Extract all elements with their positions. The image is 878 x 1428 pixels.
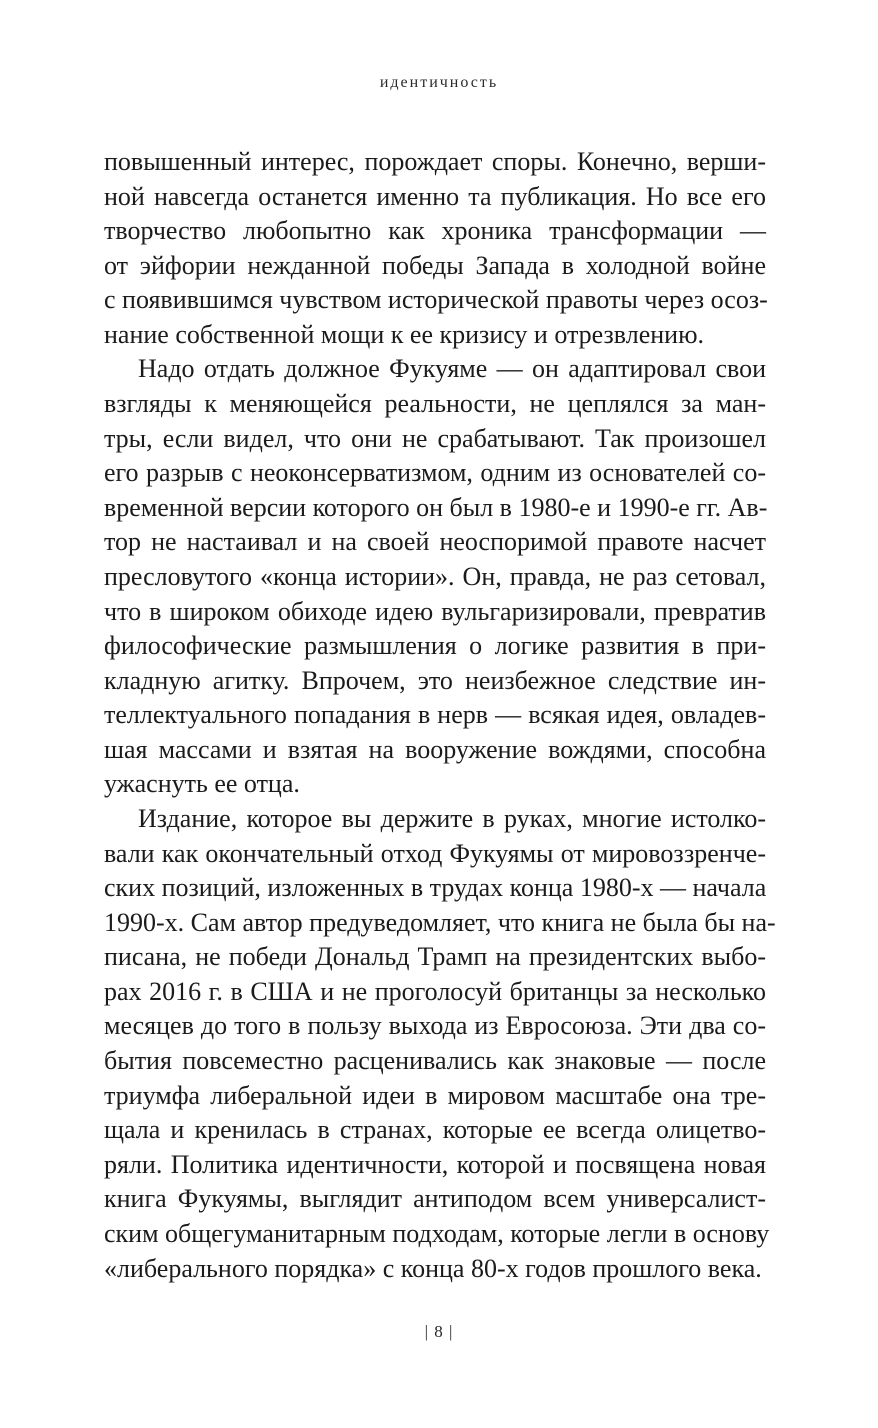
- text-line: бытия повсеместно расценивались как знаковые — после: [104, 1046, 766, 1076]
- text-line: шая массами и взятая на вооружение вождями, способна: [104, 734, 766, 764]
- text-line: от эйфории нежданной победы Запада в холодной войне: [104, 250, 766, 280]
- text-line: месяцев до того в пользу выхода из Евросоюза. Эти два со-: [104, 1011, 766, 1041]
- text-line: тор не настаивал и на своей неоспоримой правоте насчет: [104, 527, 766, 557]
- text-line: книга Фукуямы, выглядит антиподом всем универсалист-: [104, 1184, 766, 1214]
- text-line: временной версии которого он был в 1980-е и 1990-е гг. Ав-: [104, 492, 768, 522]
- text-line: повышенный интерес, порождает споры. Конечно, верши-: [104, 147, 766, 176]
- text-line: пресловутого «конца истории». Он, правда, не раз сетовал,: [104, 561, 766, 591]
- body-text: [104, 145, 776, 1286]
- text-line: с появившимся чувством исторической правоты через осоз-: [104, 285, 768, 315]
- text-line: ских позиций, изложенных в трудах конца 1980-х — начала: [104, 873, 767, 903]
- text-line: нание собственной мощи к ее кризису и отрезвлению.: [104, 319, 705, 349]
- text-line: философические размышления о логике развития в при-: [104, 631, 766, 661]
- text-line: ским общегуманитарным подходам, которые легли в основу: [104, 1218, 770, 1248]
- text-line: писана, не победи Дональд Трамп на президентских выбо-: [104, 942, 766, 972]
- text-line: ной навсегда останется именно та публикация. Но все его: [104, 181, 766, 211]
- text-line: Издание, которое вы держите в руках, многие истолко-: [138, 803, 766, 833]
- text-line: его разрыв с неоконсерватизмом, одним из основателей со-: [104, 458, 766, 488]
- text-line: триумфа либеральной идеи в мировом масштабе она тре-: [104, 1080, 766, 1110]
- text-line: теллектуального попадания в нерв — всякая идея, овладев-: [104, 700, 766, 730]
- text-line: ряли. Политика идентичности, которой и посвящена новая: [104, 1149, 766, 1179]
- text-line: 1990-х. Сам автор предуведомляет, что книга не была бы на-: [104, 907, 776, 937]
- text-line: творчество любопытно как хроника трансформации —: [104, 216, 766, 246]
- text-line: что в широком обиходе идею вульгаризировали, превратив: [104, 596, 766, 626]
- text-line: Надо отдать должное Фукуяме — он адаптировал свои: [138, 354, 766, 384]
- running-head: идентичность: [379, 74, 499, 91]
- text-line: ужаснуть ее отца.: [104, 769, 300, 799]
- paragraph-3: [104, 802, 776, 1286]
- text-line: тры, если видел, что они не срабатывают. Так произошел: [104, 423, 766, 453]
- text-line: взгляды к меняющейся реальности, не цеплялся за ман-: [104, 389, 766, 419]
- text-line: рах 2016 г. в США и не проголосуй британцы за несколько: [104, 976, 766, 1006]
- text-line: «либерального порядка» с конца 80-х годов прошлого века.: [104, 1253, 762, 1283]
- text-line: щала и кренилась в странах, которые ее всегда олицетво-: [104, 1115, 766, 1145]
- page-number: | 8 |: [424, 1322, 454, 1341]
- text-line: вали как окончательный отход Фукуямы от мировоззренче-: [104, 838, 766, 868]
- text-line: кладную агитку. Впрочем, это неизбежное следствие ин-: [104, 665, 766, 695]
- paragraph-1: [104, 145, 766, 352]
- paragraph-2: [104, 352, 766, 802]
